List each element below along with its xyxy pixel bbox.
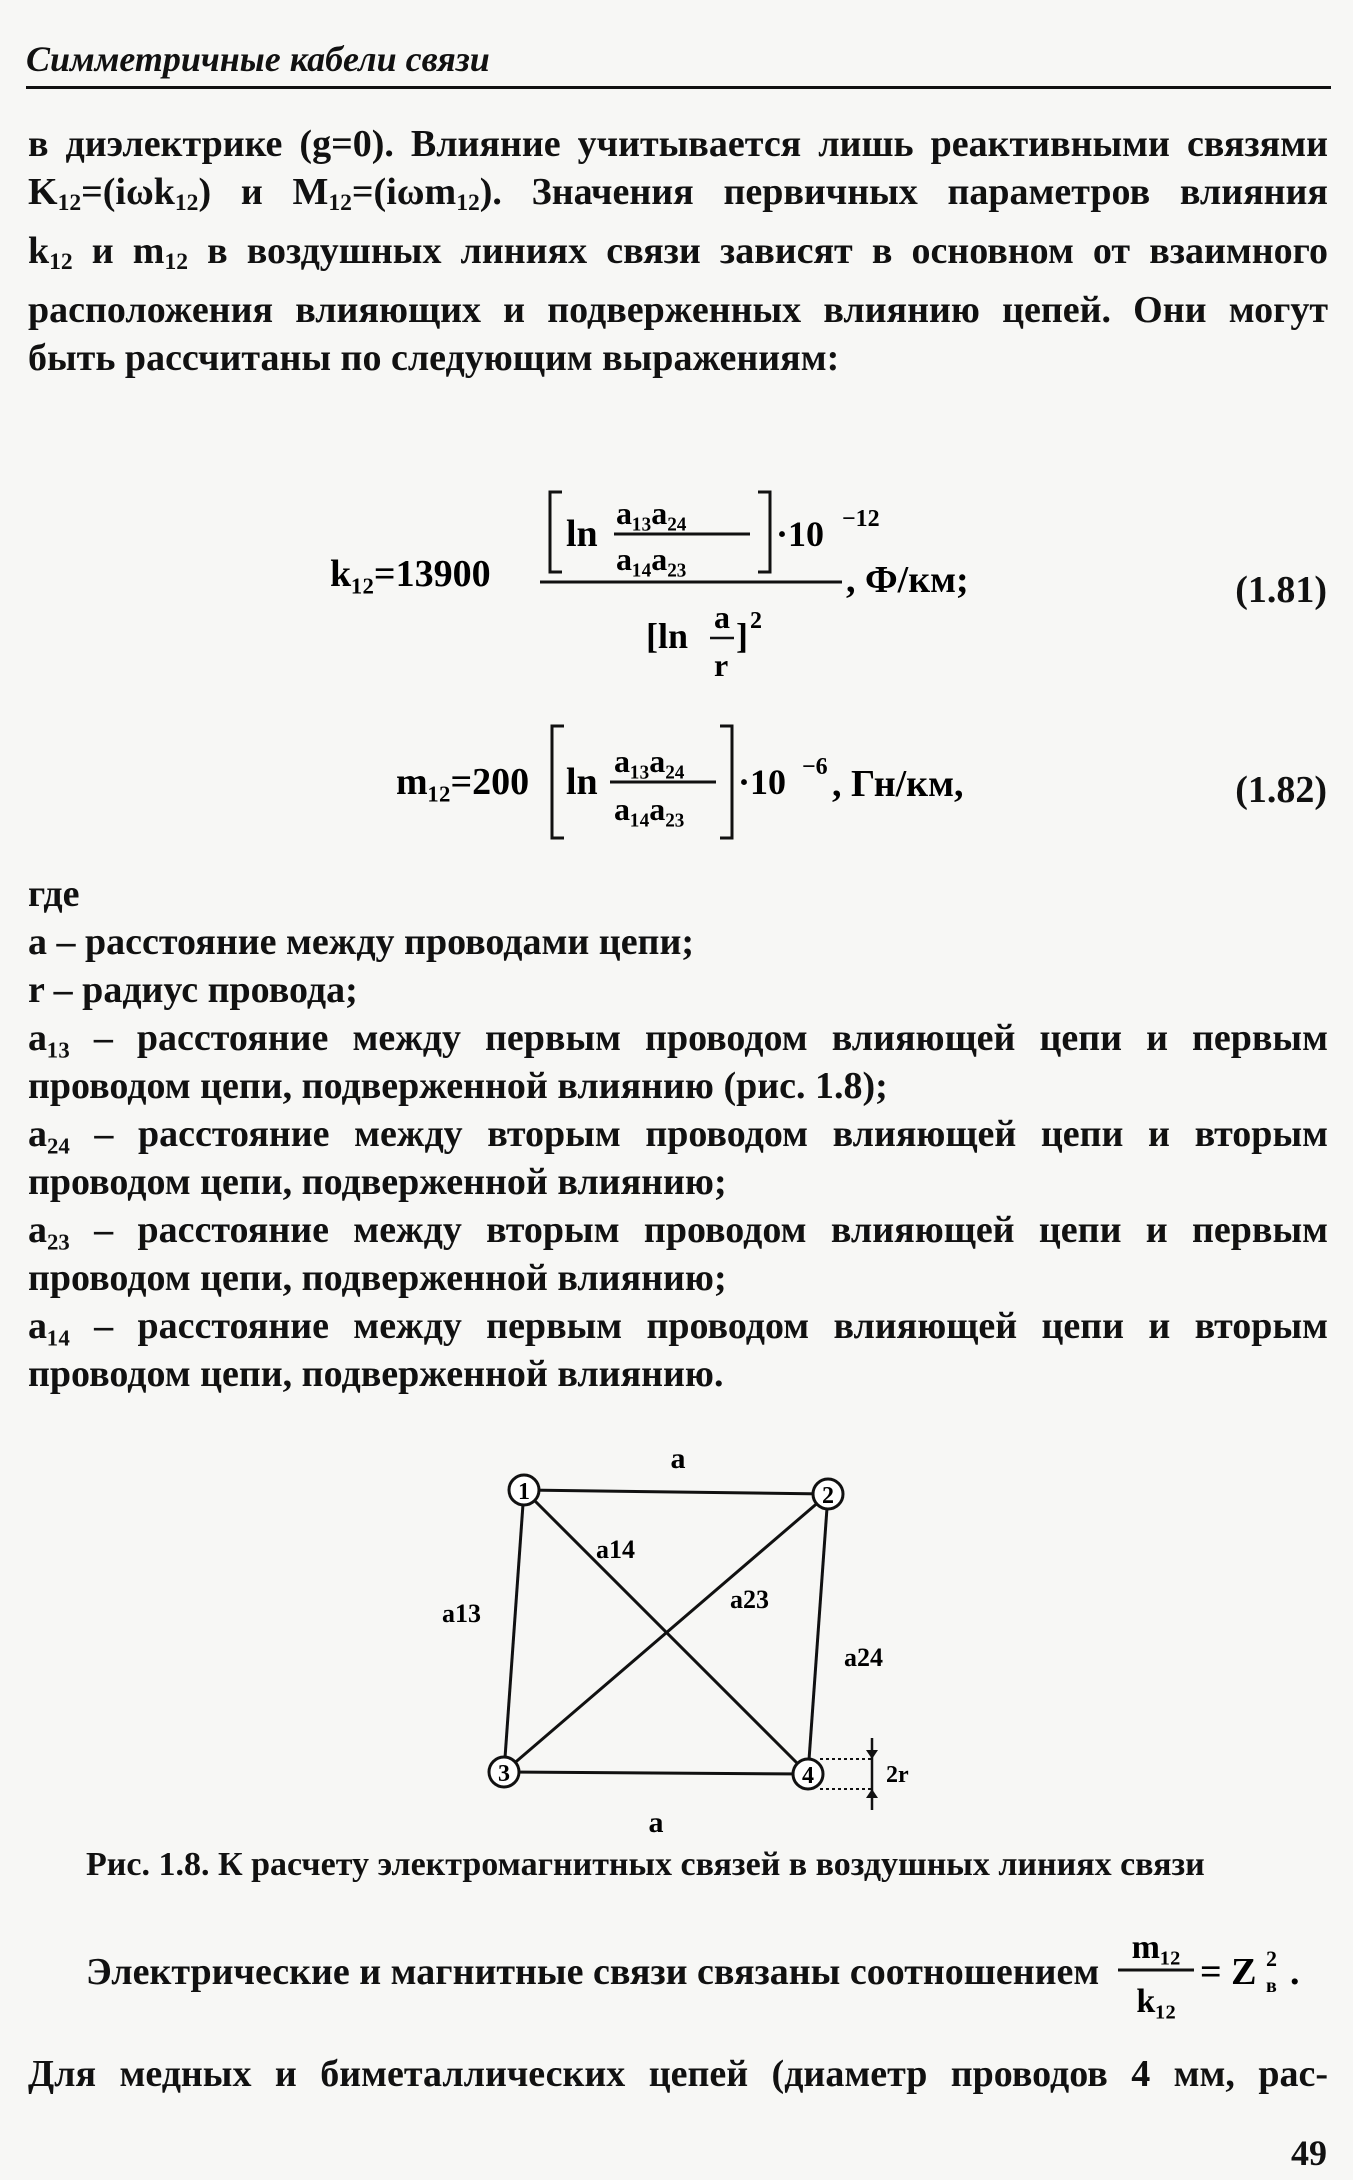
relation-rhs-sub: в <box>1266 1975 1277 1997</box>
def-a13-line1: a₁₃ – расстояние между первым проводом влияющей цепи и первым <box>28 1017 1328 1059</box>
formula2-ln: ln <box>566 761 598 803</box>
running-header: Симметричные кабели связи <box>26 38 1331 89</box>
text-K: K <box>28 171 58 213</box>
last-line-text: Для медных и биметаллических цепей (диаметр проводов 4 мм, рас- <box>28 2053 1328 2095</box>
sub-12: 12 <box>49 248 73 275</box>
label-a13: a13 <box>442 1599 481 1628</box>
dim-arrow-down <box>866 1750 878 1759</box>
relation-rhs: = Z <box>1200 1951 1257 1993</box>
label-a14: a14 <box>596 1535 635 1564</box>
intro-paragraph <box>28 120 1328 382</box>
def-r: r – радиус провода; <box>28 969 358 1011</box>
sub-12: 12 <box>57 189 82 216</box>
def-a24-line1: a₂₄ – расстояние между вторым проводом влияющей цепи и вторым <box>28 1113 1328 1155</box>
intro-line-4: расположения влияющих и подверженных влиянию цепей. Они могут <box>28 288 1328 331</box>
fraction-numerator: a₁₃a₂₄ <box>614 743 685 779</box>
dim-arrow-up <box>866 1789 878 1798</box>
formula-1-82 <box>396 716 996 846</box>
text-values: ). Значения первичных параметров влияния <box>479 171 1328 213</box>
den-r: r <box>714 647 729 683</box>
sub-12: 12 <box>164 248 188 275</box>
formula1-mult: ·10 <box>776 514 825 554</box>
top-edge <box>524 1490 828 1494</box>
relation-numerator: m₁₂ <box>1131 1929 1181 1966</box>
label-bottom-a: a <box>648 1806 664 1839</box>
formula2-unit: , Гн/км, <box>832 763 964 805</box>
text-m: и m <box>72 229 165 272</box>
label-2r: 2r <box>886 1762 909 1788</box>
node-1-label: 1 <box>518 1479 530 1505</box>
def-where: где <box>28 873 80 915</box>
left-edge-a13 <box>504 1490 524 1772</box>
def-a14-line1: a₁₄ – расстояние между первым проводом влияющей цепи и вторым <box>28 1305 1328 1347</box>
intro-line-3 <box>28 227 1328 286</box>
sub-12: 12 <box>456 189 480 216</box>
equation-number-1-81: (1.81) <box>1235 569 1327 611</box>
right-edge-a24 <box>808 1494 828 1774</box>
relation-end: . <box>1290 1951 1300 1993</box>
fraction-numerator: a₁₃a₂₄ <box>616 495 687 531</box>
right-bracket <box>758 492 770 572</box>
bottom-edge <box>504 1772 808 1774</box>
def-a23-line1: a₂₃ – расстояние между вторым проводом влияющей цепи и первым <box>28 1209 1328 1251</box>
intro-line-1: в диэлектрике (g=0). Влияние учитывается лишь реактивными связями <box>28 123 1328 165</box>
text-M: ) и M <box>198 171 329 213</box>
def-a24-line2: проводом цепи, подверженной влиянию; <box>28 1161 727 1203</box>
intro-line-2 <box>28 168 1328 227</box>
text-k: k <box>28 229 50 272</box>
def-a14-line2: проводом цепи, подверженной влиянию. <box>28 1353 724 1395</box>
sub-12: 12 <box>174 189 199 216</box>
text-iwk: =(iωk <box>81 171 175 213</box>
figure-caption: Рис. 1.8. К расчету электромагнитных связей в воздушных линиях связи <box>86 1846 1205 1883</box>
relation-rhs-sup: 2 <box>1266 1946 1277 1971</box>
text-iwm: =(iωm <box>351 171 457 213</box>
label-a23: a23 <box>730 1585 769 1614</box>
formula-1-81 <box>330 480 1030 700</box>
formula1-lhs: k₁₂=13900 <box>330 553 491 595</box>
formula1-exponent: −12 <box>842 506 880 532</box>
label-a24: a24 <box>844 1643 883 1672</box>
text-lines: в воздушных линиях связи зависят в основном от взаимного <box>188 229 1328 272</box>
left-bracket <box>550 492 562 572</box>
formula2-exponent: −6 <box>802 754 828 780</box>
formula1-unit: , Ф/км; <box>846 559 969 601</box>
figure-1-8-diagram <box>420 1430 940 1840</box>
fraction-denominator: a₁₄a₂₃ <box>614 791 685 827</box>
definitions-list <box>28 870 1328 1398</box>
formula2-mult: ·10 <box>738 762 787 802</box>
formula1-ln: ln <box>566 513 598 555</box>
last-line <box>28 2050 1328 2098</box>
right-bracket <box>720 726 732 838</box>
den-close: ] <box>736 616 748 656</box>
intro-line-5: быть рассчитаны по следующим выражениям: <box>28 336 840 379</box>
def-a: a – расстояние между проводами цепи; <box>28 921 695 963</box>
den-exponent: 2 <box>750 608 762 634</box>
equation-number-1-82: (1.82) <box>1235 769 1327 811</box>
left-bracket <box>552 726 564 838</box>
node-2-label: 2 <box>822 1483 834 1509</box>
node-3-label: 3 <box>498 1761 510 1787</box>
den-ln: [ln <box>646 616 689 656</box>
def-a13-line2: проводом цепи, подверженной влиянию (рис. 1.8); <box>28 1065 888 1107</box>
fraction-denominator: a₁₄a₂₃ <box>616 541 687 577</box>
relation-text: Электрические и магнитные связи связаны соотношением <box>86 1951 1100 1993</box>
relation-formula <box>1110 1916 1340 2036</box>
node-4-label: 4 <box>802 1763 814 1789</box>
sub-12: 12 <box>328 189 352 216</box>
def-a23-line2: проводом цепи, подверженной влиянию; <box>28 1257 727 1299</box>
relation-denominator: k₁₂ <box>1136 1983 1176 2020</box>
label-top-a: a <box>670 1442 686 1475</box>
diagonal-a23 <box>504 1494 828 1772</box>
den-a: a <box>714 599 730 635</box>
page-number: 49 <box>1291 2133 1327 2173</box>
formula2-lhs: m₁₂=200 <box>396 761 530 803</box>
